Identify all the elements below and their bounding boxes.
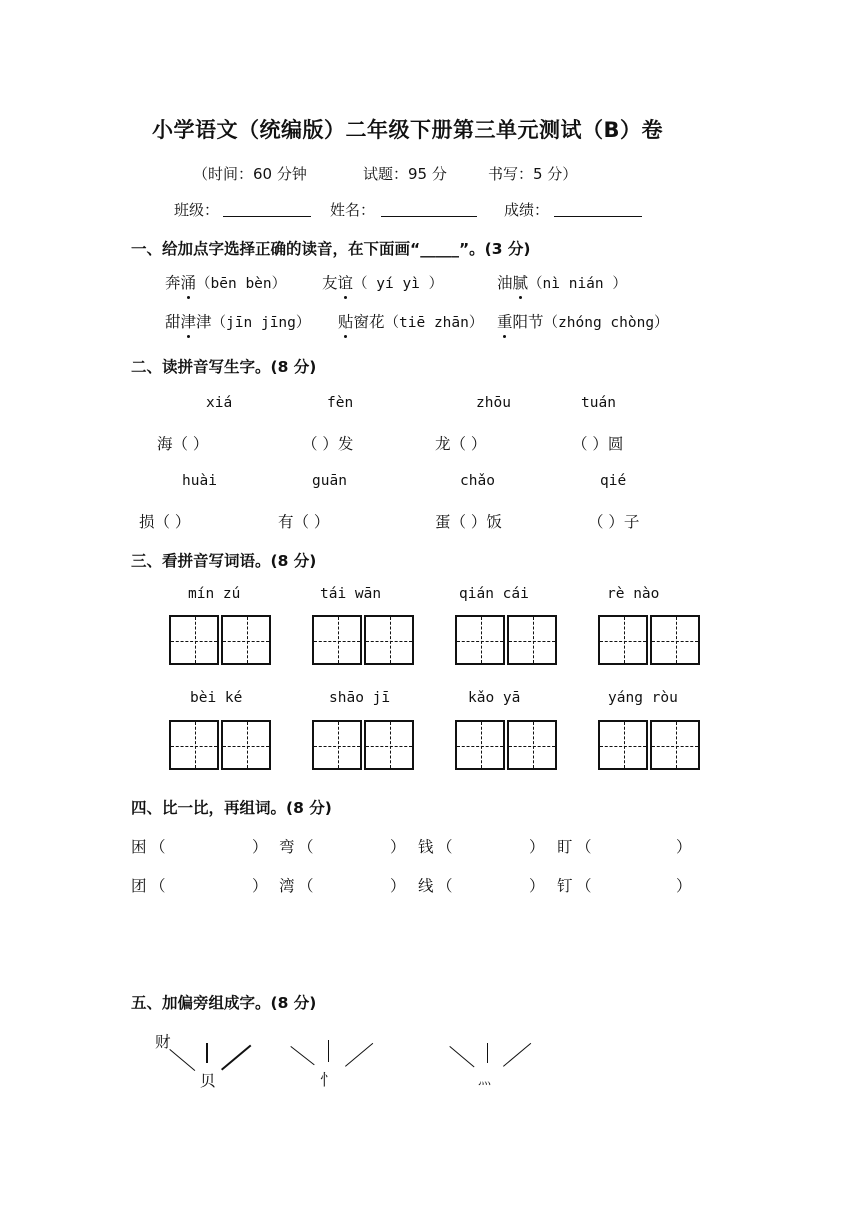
writing-grid-box[interactable] xyxy=(221,720,271,770)
q4-char: 湾 xyxy=(279,877,295,895)
grade-label: 成绩： xyxy=(504,201,550,219)
writing-grid-box[interactable] xyxy=(221,615,271,665)
writing-grid-box[interactable] xyxy=(455,615,505,665)
q1-char: 甜 xyxy=(165,313,181,331)
q3-pinyin: tái wān xyxy=(320,586,382,602)
q2-blank-word[interactable]: 海（ ） xyxy=(157,435,209,453)
writing-grid-box[interactable] xyxy=(455,720,505,770)
q4-paren-close: ） xyxy=(529,877,545,895)
q4-char: 钉 xyxy=(557,877,573,895)
q1-item-2[interactable] xyxy=(322,271,443,293)
q1-item-4[interactable] xyxy=(165,310,310,332)
q3-title: 三、看拼音写词语。(8 分) xyxy=(131,552,317,570)
q4-answer-blank[interactable] xyxy=(316,836,390,854)
q2-title: 二、读拼音写生字。(8 分) xyxy=(131,358,317,376)
q4-paren-open: （ xyxy=(298,877,314,895)
writing-grid-box[interactable] xyxy=(598,615,648,665)
writing-grid-box[interactable] xyxy=(169,720,219,770)
q2-blank-word[interactable]: （ ）圆 xyxy=(572,435,624,453)
writing-grid-box[interactable] xyxy=(312,720,362,770)
radical-char: 灬 xyxy=(478,1073,492,1088)
q4-char: 盯 xyxy=(557,838,573,856)
radiating-line xyxy=(345,1043,373,1067)
radical-char: 贝 xyxy=(200,1072,216,1090)
q1-pinyin-options: （jīn jīng） xyxy=(211,315,311,331)
radiating-line xyxy=(328,1040,329,1062)
q4-paren-close: ） xyxy=(390,838,406,856)
class-label: 班级： xyxy=(174,201,220,219)
page-title: 小学语文（统编版）二年级下册第三单元测试（B）卷 xyxy=(152,118,664,142)
q1-item-1[interactable] xyxy=(165,271,286,293)
q4-answer-blank[interactable] xyxy=(455,836,529,854)
q3-pinyin: bèi ké xyxy=(190,690,243,706)
q4-answer-blank[interactable] xyxy=(168,875,252,893)
q1-char: 油 xyxy=(497,274,513,292)
q4-answer-blank[interactable] xyxy=(594,875,676,893)
q1-pinyin-options: （zhóng chòng） xyxy=(543,315,669,331)
q4-paren-open: （ xyxy=(150,877,166,895)
q2-blank-word[interactable]: 有（ ） xyxy=(278,513,330,531)
q2-blank-word[interactable]: （ ）子 xyxy=(588,513,640,531)
q1-char: 津 xyxy=(196,313,212,331)
q1-title: 一、给加点字选择正确的读音，在下面画“_____”。(3 分) xyxy=(131,240,531,258)
q1-char: 友 xyxy=(322,274,338,292)
q3-pinyin: qián cái xyxy=(459,586,529,602)
q2-pinyin: fèn xyxy=(327,395,354,411)
q4-paren-close: ） xyxy=(676,877,692,895)
q4-paren-close: ） xyxy=(676,838,692,856)
q4-paren-open: （ xyxy=(437,877,453,895)
radiating-line xyxy=(206,1043,208,1063)
q4-char: 钱 xyxy=(418,838,434,856)
q4-answer-blank[interactable] xyxy=(168,836,252,854)
q4-paren-close: ） xyxy=(390,877,406,895)
writing-grid-box[interactable] xyxy=(507,720,557,770)
q2-pinyin: chǎo xyxy=(460,473,495,489)
q1-pinyin-options: （tiē zhān） xyxy=(384,315,484,331)
dotted-char: 谊 xyxy=(338,271,354,293)
q4-char: 线 xyxy=(418,877,434,895)
q4-answer-blank[interactable] xyxy=(455,875,529,893)
writing-grid-box[interactable] xyxy=(312,615,362,665)
q4-char: 弯 xyxy=(279,838,295,856)
q2-pinyin: xiá xyxy=(206,395,233,411)
writing-grid-box[interactable] xyxy=(650,720,700,770)
writing-grid-box[interactable] xyxy=(169,615,219,665)
writing-grid-box[interactable] xyxy=(650,615,700,665)
radiating-line xyxy=(503,1043,531,1067)
q2-pinyin: tuán xyxy=(581,395,616,411)
name-label: 姓名： xyxy=(330,201,376,219)
q4-char: 团 xyxy=(131,877,147,895)
q2-blank-word[interactable]: 损（ ） xyxy=(139,513,191,531)
q4-answer-blank[interactable] xyxy=(594,836,676,854)
q1-item-3[interactable] xyxy=(497,271,627,293)
q1-item-6[interactable] xyxy=(497,310,669,332)
q2-pinyin: zhōu xyxy=(476,395,511,411)
q1-pinyin-options: （nì nián ） xyxy=(528,276,627,292)
class-blank[interactable] xyxy=(223,216,311,217)
radiating-line xyxy=(221,1045,251,1071)
radiating-line xyxy=(169,1049,195,1071)
q1-item-5[interactable] xyxy=(338,310,483,332)
q3-pinyin: rè nào xyxy=(607,586,660,602)
writing-grid-box[interactable] xyxy=(364,720,414,770)
q4-paren-open: （ xyxy=(298,838,314,856)
radiating-line xyxy=(290,1046,314,1065)
writing-info: 书写：5 分） xyxy=(488,165,578,183)
writing-grid-box[interactable] xyxy=(598,720,648,770)
q4-paren-close: ） xyxy=(252,877,268,895)
q1-char: 奔 xyxy=(165,274,181,292)
writing-grid-box[interactable] xyxy=(507,615,557,665)
q2-pinyin: guān xyxy=(312,473,347,489)
q4-paren-open: （ xyxy=(437,838,453,856)
dotted-char: 贴 xyxy=(338,310,354,332)
dotted-char: 津 xyxy=(181,310,197,332)
q1-char: 窗花 xyxy=(353,313,385,331)
radical-char: 忄 xyxy=(320,1071,336,1089)
q1-pinyin-options: （bēn bèn） xyxy=(196,276,287,292)
dotted-char: 腻 xyxy=(513,271,529,293)
q2-pinyin: qié xyxy=(600,473,627,489)
q4-paren-open: （ xyxy=(576,877,592,895)
q4-title: 四、比一比，再组词。(8 分) xyxy=(131,799,332,817)
q3-pinyin: yáng ròu xyxy=(608,690,678,706)
dotted-char: 重 xyxy=(497,310,513,332)
q2-pinyin: huài xyxy=(182,473,217,489)
q2-blank-word[interactable]: （ ）发 xyxy=(302,435,354,453)
q4-answer-blank[interactable] xyxy=(316,875,390,893)
q1-pinyin-options: （ yí yì ） xyxy=(353,276,444,292)
dotted-char: 涌 xyxy=(181,271,197,293)
q4-paren-open: （ xyxy=(576,838,592,856)
example-answer-char: 财 xyxy=(155,1033,171,1051)
time-info: （时间：60 分钟 xyxy=(193,165,307,183)
q4-paren-close: ） xyxy=(529,838,545,856)
q3-pinyin: kǎo yā xyxy=(468,690,521,706)
radiating-line xyxy=(449,1046,474,1067)
q4-paren-open: （ xyxy=(150,838,166,856)
score-info: 试题：95 分 xyxy=(363,165,447,183)
q2-blank-word[interactable]: 蛋（ ）饭 xyxy=(435,513,502,531)
q5-title: 五、加偏旁组成字。(8 分) xyxy=(131,994,317,1012)
q1-char: 阳节 xyxy=(512,313,544,331)
q4-char: 困 xyxy=(131,838,147,856)
grade-blank[interactable] xyxy=(554,216,642,217)
q2-blank-word[interactable]: 龙（ ） xyxy=(435,435,487,453)
writing-grid-box[interactable] xyxy=(364,615,414,665)
q3-pinyin: mín zú xyxy=(188,586,241,602)
q3-pinyin: shāo jī xyxy=(329,690,391,706)
radiating-line xyxy=(487,1043,488,1063)
q4-paren-close: ） xyxy=(252,838,268,856)
name-blank[interactable] xyxy=(381,216,477,217)
